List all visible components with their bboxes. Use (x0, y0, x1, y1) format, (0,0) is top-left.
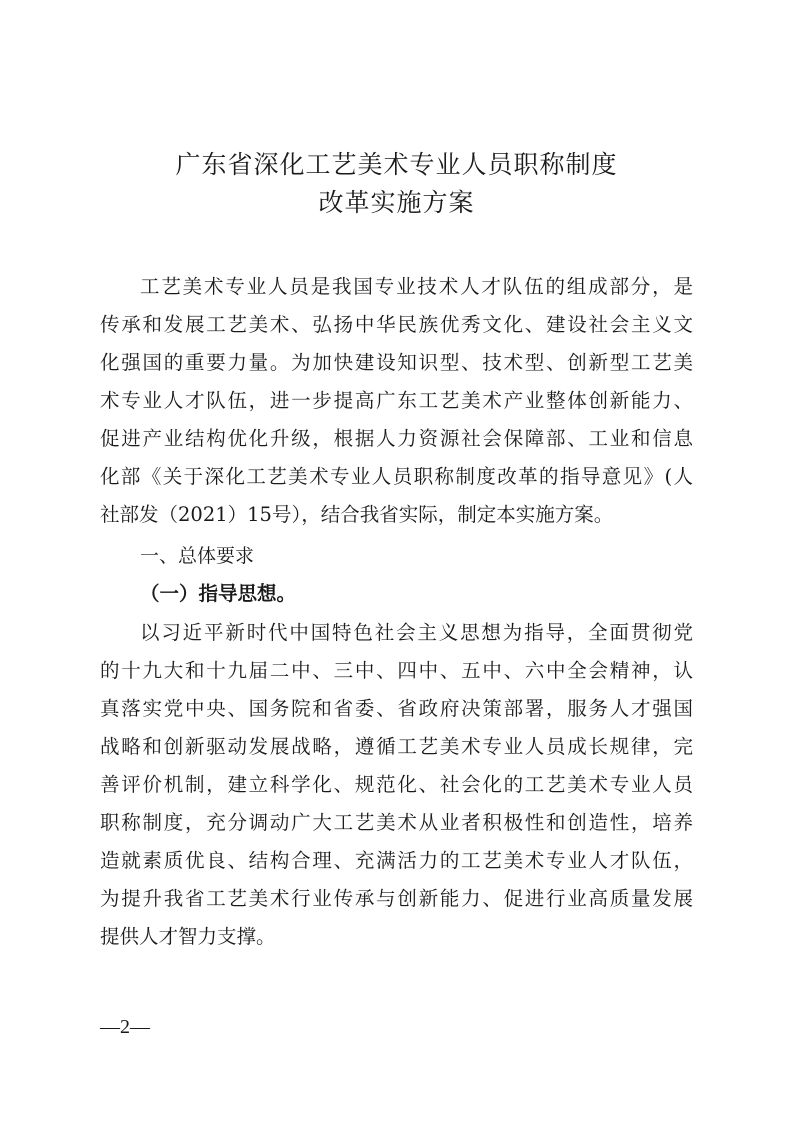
intro-paragraph-line: 社部发（2021）15号），结合我省实际，制定本实施方案。 (100, 503, 614, 526)
page-number: —2— (100, 1016, 150, 1038)
guideline-paragraph-line: 善评价机制，建立科学化、规范化、社会化的工艺美术专业人员 (100, 773, 693, 796)
guideline-paragraph-line: 以习近平新时代中国特色社会主义思想为指导，全面贯彻党 (140, 621, 693, 644)
section-heading: 一、总体要求 (140, 545, 255, 567)
intro-paragraph-line: 工艺美术专业人员是我国专业技术人才队伍的组成部分，是 (140, 275, 693, 298)
intro-paragraph-line: 化部《关于深化工艺美术专业人员职称制度改革的指导意见》(人 (100, 465, 693, 488)
document-title-line-2: 改革实施方案 (318, 188, 475, 217)
guideline-paragraph-line: 真落实党中央、国务院和省委、省政府决策部署，服务人才强国 (100, 697, 693, 720)
guideline-paragraph-line: 造就素质优良、结构合理、充满活力的工艺美术专业人才队伍， (100, 849, 693, 872)
intro-paragraph-line: 促进产业结构优化升级，根据人力资源社会保障部、工业和信息 (100, 427, 693, 450)
guideline-paragraph-line: 的十九大和十九届二中、三中、四中、五中、六中全会精神，认 (100, 659, 693, 682)
intro-paragraph-line: 传承和发展工艺美术、弘扬中华民族优秀文化、建设社会主义文 (100, 313, 693, 336)
guideline-paragraph-line: 为提升我省工艺美术行业传承与创新能力、促进行业高质量发展 (100, 887, 693, 910)
guideline-paragraph-line: 战略和创新驱动发展战略，遵循工艺美术专业人员成长规律，完 (100, 735, 693, 758)
guideline-paragraph-line: 职称制度，充分调动广大工艺美术从业者积极性和创造性，培养 (100, 811, 693, 834)
document-title-line-1: 广东省深化工艺美术专业人员职称制度 (175, 150, 618, 179)
guideline-paragraph-line: 提供人才智力支撑。 (100, 925, 276, 948)
intro-paragraph-line: 化强国的重要力量。为加快建设知识型、技术型、创新型工艺美 (100, 351, 693, 374)
intro-paragraph-line: 术专业人才队伍，进一步提高广东工艺美术产业整体创新能力、 (100, 389, 693, 412)
subsection-heading: （一）指导思想。 (140, 582, 297, 605)
